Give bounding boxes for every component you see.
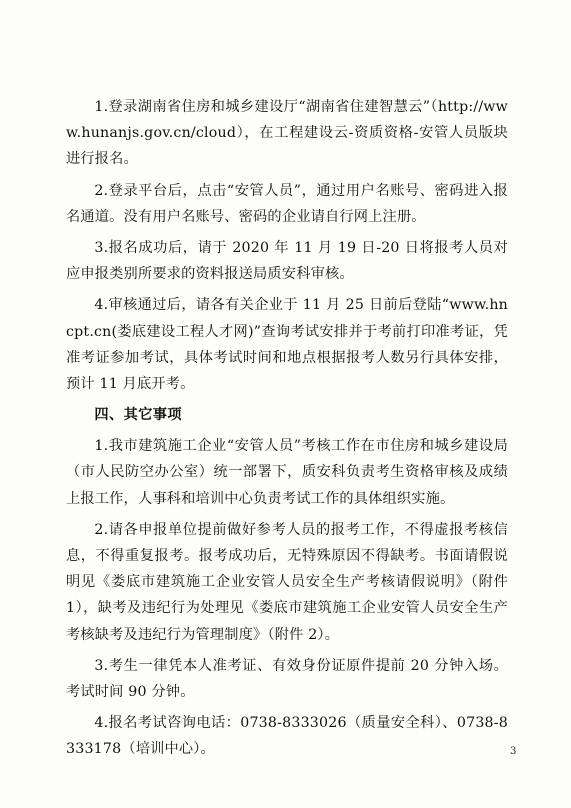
paragraph-exam-entry: 3.考生一律凭本人准考证、有效身份证原件提前 20 分钟入场。考试时间 90 分钟。 [66,657,508,701]
document-body [66,94,508,768]
paragraph-registration-rules: 2.请各申报单位提前做好参考人员的报考工作，不得虚报考核信息，不得重复报考。报考成功后，无特殊原因不得缺考。书面请假说明见《娄底市建筑施工企业安管人员安全生产考核请假说明》（附件 1），缺考及违纪行为处理见《娄底市建筑施工企业安管人员安全生产考核缺考及违纪行为管理制度》（附件 2）。 [66,521,508,643]
page-number: 3 [510,746,517,757]
paragraph-contact-phone: 4.报名考试咨询电话：0738-8333026（质量安全科）、0738-8333178（培训中心）。 [66,715,508,758]
paragraph-exam-arrangement: 4.审核通过后，请各有关企业于 11 月 25 日前后登陆“www.hncpt.cn(娄底建设工程人才网)”查询考试安排并于考前打印准考证，凭准考证参加考试，具体考试时间和地点根据报考人数另行具体安排，预计 11 月底开考。 [66,297,508,393]
paragraph-assessment-organization: 1.我市建筑施工企业“安管人员”考核工作在市住房和城乡建设局（市人民防空办公室）统一部署下，质安科负责考生资格审核及成绩上报工作，人事科和培训中心负责考试工作的具体组织实施。 [66,438,508,507]
paragraph-registration-login: 1.登录湖南省住房和城乡建设厅“湖南省住建智慧云”（http://www.hunanjs.gov.cn/cloud），在工程建设云-资质资格-安管人员版块进行报名。 [66,99,508,168]
section-heading-other-matters: 四、其它事项 [94,407,182,424]
paragraph-material-submission: 3.报名成功后，请于 2020 年 11 月 19 日-20 日将报考人员对应申报类别所要求的资料报送局质安科审核。 [66,240,508,283]
paragraph-platform-login: 2.登录平台后，点击“安管人员”，通过用户名账号、密码进入报名通道。没有用户名账号、密码的企业请自行网上注册。 [66,182,508,225]
